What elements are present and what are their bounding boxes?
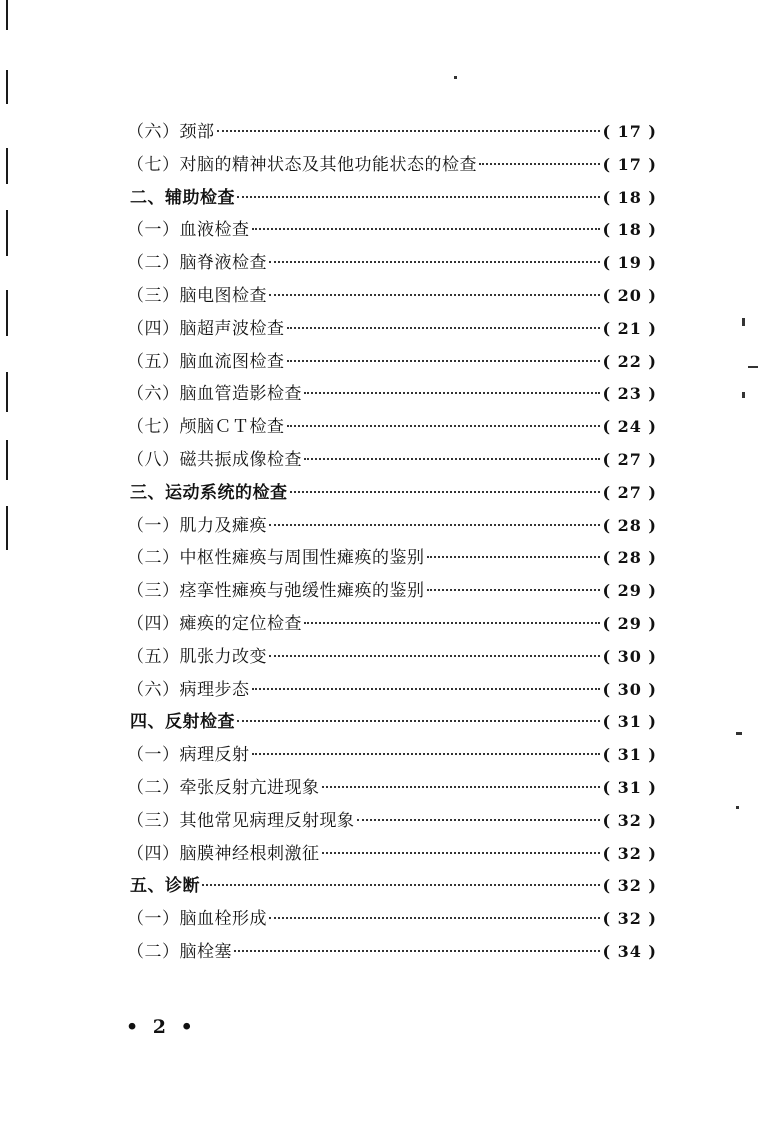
page-number: • 2 • — [126, 1016, 197, 1038]
toc-entry-page: ( 28 ) — [602, 548, 657, 568]
toc-entry-title: （一）血液检查 — [127, 220, 250, 241]
toc-entry — [127, 116, 657, 149]
toc-entry — [127, 739, 657, 772]
toc-entry-page: ( 32 ) — [602, 876, 657, 896]
toc-entry-page: ( 30 ) — [602, 646, 657, 666]
toc-entry-title: （二）牵张反射亢进现象 — [127, 777, 320, 798]
toc-dot-leader — [252, 753, 601, 755]
toc-dot-leader — [357, 819, 601, 821]
scan-speck — [454, 76, 457, 79]
toc-entry-title: （七）颅脑ＣＴ检查 — [127, 417, 285, 438]
toc-dot-leader — [290, 491, 601, 493]
toc-entry-title: （七）对脑的精神状态及其他功能状态的检查 — [127, 154, 477, 175]
toc-dot-leader — [427, 556, 601, 558]
toc-entry — [127, 772, 657, 805]
toc-entry-title: （一）脑血栓形成 — [127, 909, 267, 930]
toc-dot-leader — [269, 917, 600, 919]
toc-entry-page: ( 29 ) — [602, 613, 657, 633]
scan-edge-mark — [6, 440, 8, 480]
scan-speck — [742, 392, 745, 398]
toc-dot-leader — [304, 622, 600, 624]
table-of-contents — [127, 116, 657, 969]
toc-entry-title: 四、反射检查 — [130, 712, 235, 733]
toc-entry — [127, 313, 657, 346]
toc-dot-leader — [237, 196, 600, 198]
toc-entry-title: （五）肌张力改变 — [127, 646, 267, 667]
toc-entry-page: ( 27 ) — [602, 449, 657, 469]
toc-entry — [127, 510, 657, 543]
toc-entry-page: ( 29 ) — [602, 581, 657, 601]
toc-dot-leader — [322, 786, 601, 788]
toc-dot-leader — [269, 655, 600, 657]
toc-entry — [127, 247, 657, 280]
toc-dot-leader — [427, 589, 601, 591]
toc-entry-title: （二）脑脊液检查 — [127, 253, 267, 274]
toc-entry-page: ( 21 ) — [602, 318, 657, 338]
toc-entry-title: 五、诊断 — [130, 876, 200, 897]
toc-entry-page: ( 31 ) — [602, 745, 657, 765]
scan-edge-mark — [6, 0, 8, 30]
toc-entry — [127, 280, 657, 313]
toc-dot-leader — [287, 425, 601, 427]
toc-entry-title: （二）脑栓塞 — [127, 941, 232, 962]
scan-speck — [742, 318, 745, 326]
toc-entry — [127, 378, 657, 411]
toc-entry-page: ( 31 ) — [602, 777, 657, 797]
toc-dot-leader — [217, 130, 601, 132]
toc-entry — [127, 214, 657, 247]
toc-entry-title: （一）病理反射 — [127, 745, 250, 766]
toc-dot-leader — [234, 950, 600, 952]
toc-entry-title: （六）脑血管造影检查 — [127, 384, 302, 405]
toc-entry-title: （四）瘫痪的定位检查 — [127, 613, 302, 634]
toc-entry-title: （六）病理步态 — [127, 679, 250, 700]
toc-entry-title: （三）痉挛性瘫痪与弛缓性瘫痪的鉴别 — [127, 581, 425, 602]
scan-speck — [736, 732, 742, 735]
toc-dot-leader — [237, 720, 600, 722]
toc-entry — [127, 411, 657, 444]
toc-entry-page: ( 27 ) — [602, 482, 657, 502]
toc-entry-title: 二、辅助检查 — [130, 187, 235, 208]
toc-entry-page: ( 32 ) — [602, 909, 657, 929]
scan-edge-mark — [6, 290, 8, 336]
scan-edge-mark — [6, 148, 8, 184]
toc-entry-title: 三、运动系统的检查 — [130, 482, 288, 503]
toc-dot-leader — [304, 458, 600, 460]
scan-edge-mark — [6, 372, 8, 412]
toc-entry — [127, 805, 657, 838]
toc-dot-leader — [479, 163, 600, 165]
toc-entry-page: ( 24 ) — [602, 417, 657, 437]
toc-entry-page: ( 17 ) — [602, 122, 657, 141]
toc-entry-page: ( 20 ) — [602, 285, 657, 305]
toc-entry — [127, 936, 657, 969]
toc-entry-page: ( 30 ) — [602, 679, 657, 699]
toc-entry-title: （八）磁共振成像检查 — [127, 449, 302, 470]
toc-dot-leader — [304, 392, 600, 394]
toc-dot-leader — [252, 228, 601, 230]
scan-speck — [736, 806, 739, 809]
toc-entry-page: ( 32 ) — [602, 810, 657, 830]
toc-entry — [127, 706, 657, 739]
toc-entry — [127, 870, 657, 903]
toc-entry — [127, 641, 657, 674]
toc-entry-title: （一）肌力及瘫痪 — [127, 515, 267, 536]
toc-entry-page: ( 31 ) — [602, 712, 657, 732]
toc-entry-page: ( 34 ) — [602, 941, 657, 961]
scan-speck — [748, 366, 758, 368]
toc-entry — [127, 575, 657, 608]
toc-entry-title: （五）脑血流图检查 — [127, 351, 285, 372]
toc-dot-leader — [287, 360, 601, 362]
toc-entry-title: （四）脑超声波检查 — [127, 318, 285, 339]
toc-entry-page: ( 18 ) — [602, 187, 657, 207]
toc-entry — [127, 477, 657, 510]
toc-dot-leader — [287, 327, 601, 329]
scan-edge-mark — [6, 210, 8, 256]
toc-dot-leader — [269, 294, 600, 296]
toc-entry-title: （三）其他常见病理反射现象 — [127, 810, 355, 831]
toc-entry-page: ( 32 ) — [602, 843, 657, 863]
scan-edge-mark — [6, 506, 8, 550]
toc-entry — [127, 444, 657, 477]
toc-entry-page: ( 28 ) — [602, 515, 657, 535]
toc-entry-page: ( 22 ) — [602, 351, 657, 371]
toc-entry-page: ( 17 ) — [602, 154, 657, 174]
scan-edge-mark — [6, 70, 8, 104]
toc-entry-title: （六）颈部 — [127, 122, 215, 142]
toc-entry-title: （二）中枢性瘫痪与周围性瘫痪的鉴别 — [127, 548, 425, 569]
toc-entry-title: （四）脑膜神经根刺激征 — [127, 843, 320, 864]
toc-dot-leader — [269, 524, 600, 526]
toc-entry — [127, 903, 657, 936]
toc-entry — [127, 149, 657, 182]
toc-entry — [127, 542, 657, 575]
toc-entry — [127, 182, 657, 215]
toc-entry — [127, 674, 657, 707]
toc-entry — [127, 608, 657, 641]
toc-entry — [127, 346, 657, 379]
toc-entry-page: ( 23 ) — [602, 384, 657, 404]
toc-entry-page: ( 18 ) — [602, 220, 657, 240]
toc-dot-leader — [202, 884, 600, 886]
toc-dot-leader — [322, 852, 601, 854]
toc-entry-page: ( 19 ) — [602, 253, 657, 273]
toc-dot-leader — [252, 688, 601, 690]
toc-dot-leader — [269, 261, 600, 263]
toc-entry-title: （三）脑电图检查 — [127, 285, 267, 306]
toc-entry — [127, 838, 657, 871]
